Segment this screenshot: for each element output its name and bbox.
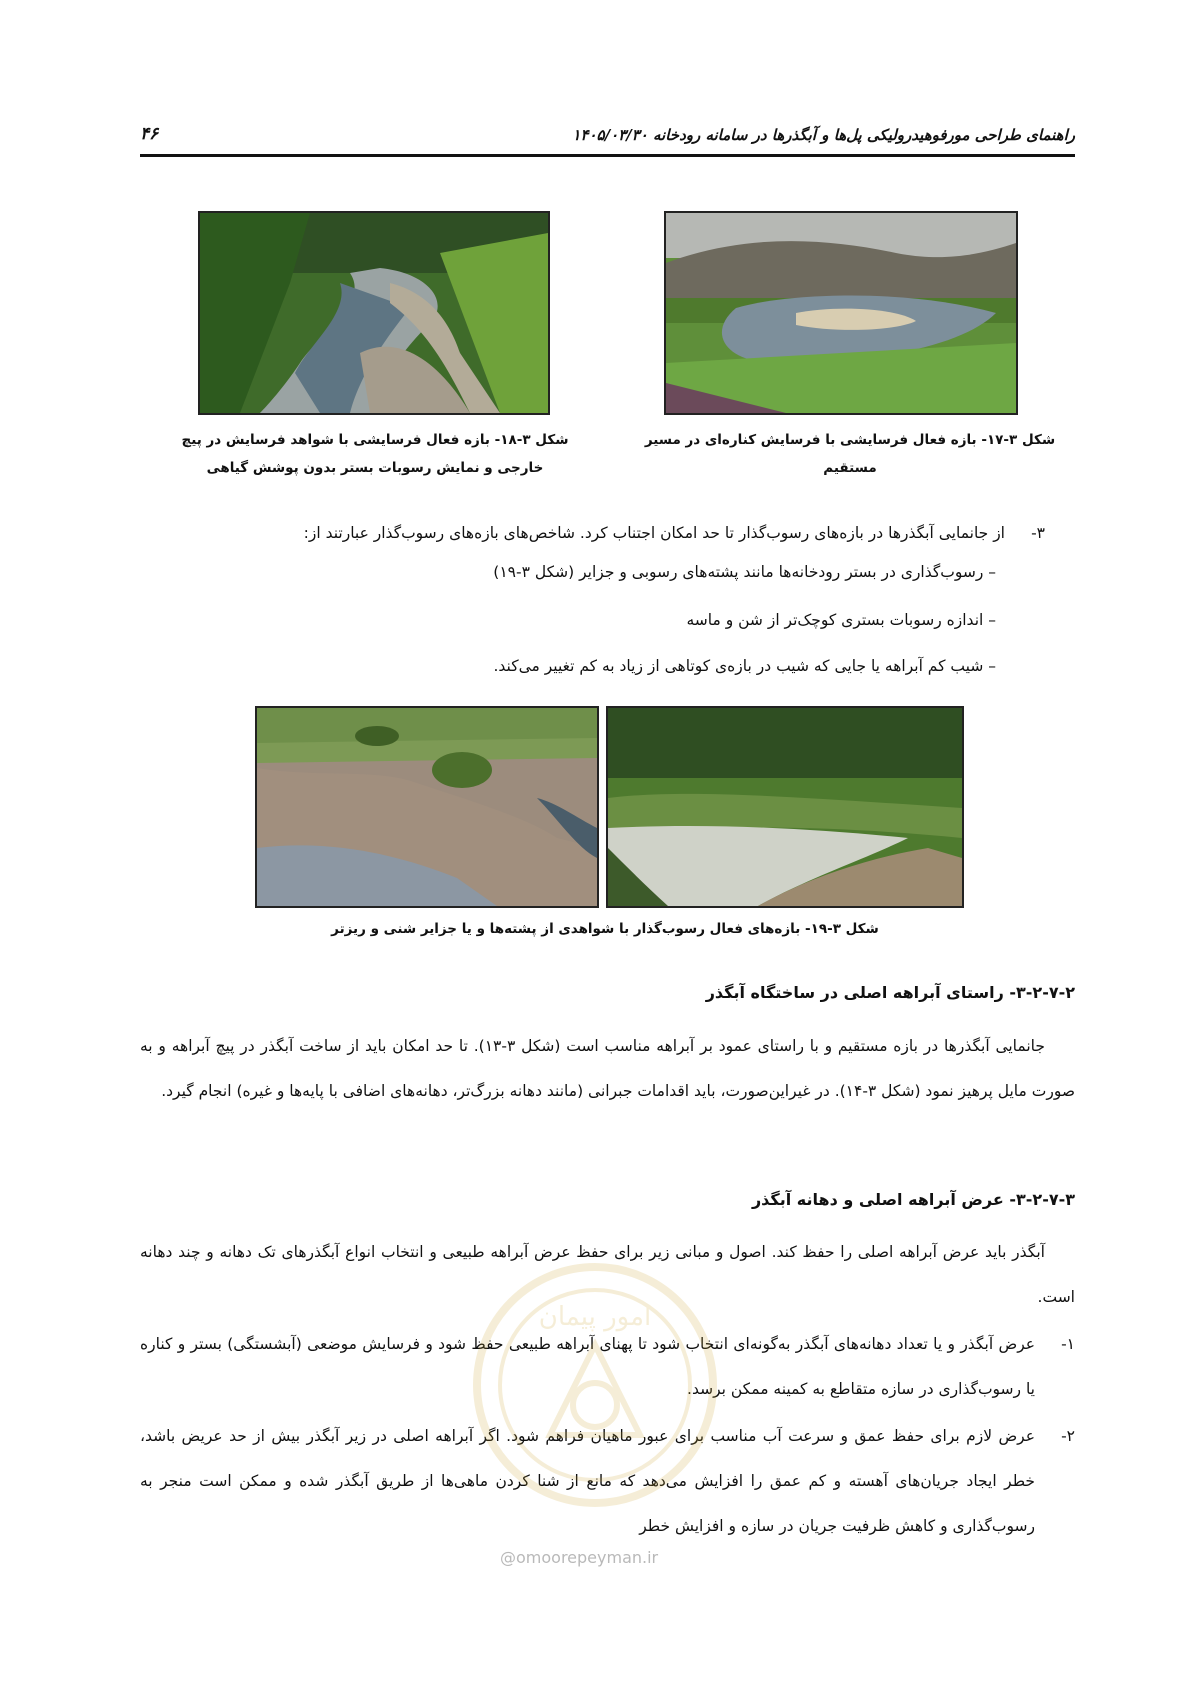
watermark-logo-text: امور پیمان (538, 1302, 652, 1332)
list-item-2 (140, 1414, 1075, 1549)
list-item-1 (140, 1322, 1075, 1412)
page-header (140, 122, 1075, 157)
figure-18-photo (198, 211, 550, 415)
paragraph-3-text: آبگذر باید عرض آبراهه اصلی را حفظ کند. اصول و مبانی زیر برای حفظ عرض آبراهه طبیعی و انتخاب انواع آبگذرهای تک دهانه و چند دهانه است. (140, 1243, 1075, 1306)
list-item-text: عرض آبگذر و یا تعداد دهانه‌های آبگذر به‌گونه‌ای انتخاب شود تا پهنای آبراهه طبیعی حفظ شود و فرسایش موضعی (آبشستگی) بستر و کناره یا رسوب‌گذاری در سازه متقاطع به کمینه ممکن برسد. (140, 1335, 1035, 1398)
page-number: ۴۶ (140, 124, 159, 144)
figure-17-photo (664, 211, 1018, 415)
figure-19-caption: شکل ۳-۱۹- بازه‌های فعال رسوب‌گذار با شواهدی از پشته‌ها و یا جزایر شنی و ریزتر (331, 921, 879, 937)
section-heading-3: ۳-۲-۷-۳- عرض آبراهه اصلی و دهانه آبگذر (751, 1190, 1075, 1209)
figure-17-caption: شکل ۳-۱۷- بازه فعال فرسایشی با فرسایش کناره‌ای در مسیر مستقیم (644, 432, 1056, 476)
watermark-text: @omoorepeyman.ir (500, 1548, 659, 1567)
figure-19-photo-left (255, 706, 599, 908)
list-marker: ۲- (1061, 1427, 1075, 1445)
figure-18-caption: شکل ۳-۱۸- بازه فعال فرسایشی با شواهد فرسایش در پیچ خارجی و نمایش رسوبات بستر بدون پوشش گیاهی (181, 432, 569, 476)
paragraph-3 (140, 1230, 1075, 1320)
list-item-3 (140, 511, 1045, 556)
section-heading-2: ۳-۲-۷-۲- راستای آبراهه اصلی در ساختگاه آبگذر (705, 983, 1075, 1002)
figure-19-photo-right (606, 706, 964, 908)
list-marker: ۱- (1061, 1335, 1075, 1353)
list-marker: ۳- (1031, 524, 1045, 542)
list-item-text: از جانمایی آبگذرها در بازه‌های رسوب‌گذار تا حد امکان اجتناب کرد. شاخص‌های بازه‌های رسوب‌گذار عبارتند از: (303, 524, 1005, 542)
paragraph-2 (140, 1024, 1075, 1114)
dash-item-2: – اندازه رسوبات بستری کوچک‌تر از شن و ماسه (686, 611, 996, 629)
paragraph-2-text: جانمایی آبگذرها در بازه مستقیم و با راستای عمود بر آبراهه مناسب است (شکل ۳-۱۳). تا حد امکان باید از ساخت آبگذر در پیچ آبراهه و به صورت مایل پرهیز نمود (شکل ۳-۱۴). در غیراین‌صورت، باید اقدامات جبرانی (مانند دهانه بزرگ‌تر، دهانه‌های اضافی با پایه‌ها و غیره) انجام گیرد. (140, 1037, 1075, 1100)
header-title: راهنمای طراحی مورفوهیدرولیکی پل‌ها و آبگذرها در سامانه رودخانه ۱۴۰۵/۰۳/۳۰ (572, 126, 1075, 144)
dash-item-3: – شیب کم آبراهه یا جایی که شیب در بازه‌ی کوتاهی از زیاد به کم تغییر می‌کند. (493, 657, 996, 675)
list-item-text: عرض لازم برای حفظ عمق و سرعت آب مناسب برای عبور ماهیان فراهم شود. اگر آبراهه اصلی در زیر آبگذر بیش از حد عریض باشد، خطر ایجاد جریان‌های آهسته و کم عمق را افزایش می‌دهد که مانع از شنا کردن ماهی‌ها از طریق آبگذر شده و ممکن است منجر به رسوب‌گذاری و کاهش ظرفیت جریان در سازه و افزایش خطر (140, 1427, 1035, 1535)
dash-item-1: – رسوب‌گذاری در بستر رودخانه‌ها مانند پشته‌های رسوبی و جزایر (شکل ۳-۱۹) (493, 563, 996, 581)
